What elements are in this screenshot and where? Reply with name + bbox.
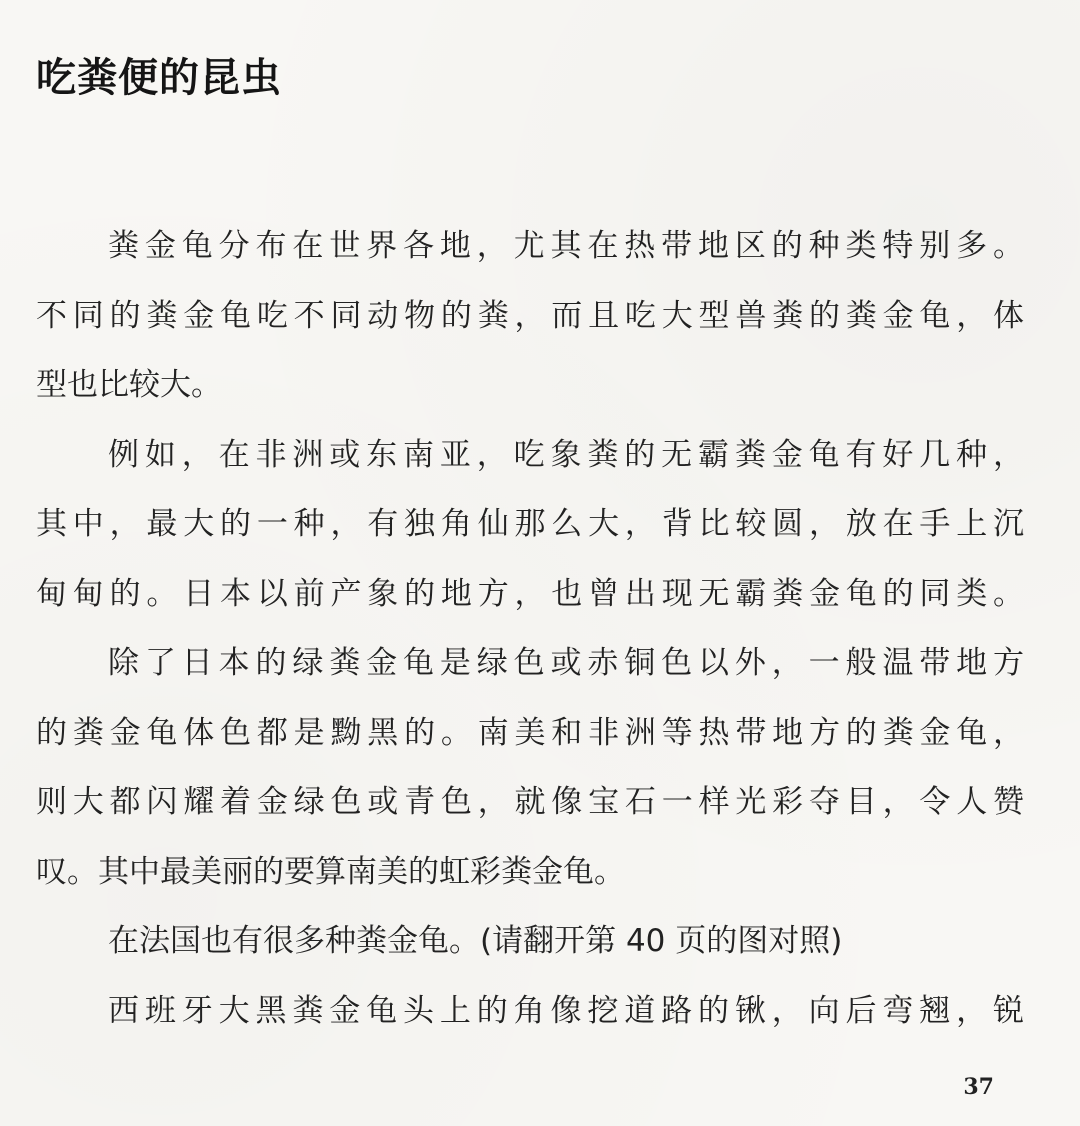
text-line: 的粪金龟体色都是黝黑的。南美和非洲等热带地方的粪金龟， [36, 714, 1024, 751]
text-line: 粪金龟分布在世界各地，尤其在热带地区的种类特别多。 [108, 228, 1024, 264]
body-text [36, 212, 1024, 1046]
text-line: 不同的粪金龟吃不同动物的粪，而且吃大型兽粪的粪金龟，体 [36, 297, 1024, 334]
text-line: 则大都闪耀着金绿色或青色，就像宝石一样光彩夺目，令人赞 [36, 784, 1024, 820]
text-line: 例如，在非洲或东南亚，吃象粪的无霸粪金龟有好几种， [108, 436, 1024, 473]
text-line: 型也比较大。 [36, 367, 222, 403]
text-line: 其中，最大的一种，有独角仙那么大，背比较圆，放在手上沉 [36, 506, 1024, 542]
chapter-title: 吃粪便的昆虫 [36, 55, 282, 101]
text-line: 除了日本的绿粪金龟是绿色或赤铜色以外，一般温带地方 [108, 645, 1024, 681]
page-number: 37 [963, 1074, 994, 1100]
text-line: 甸甸的。日本以前产象的地方，也曾出现无霸粪金龟的同类。 [36, 575, 1024, 612]
text-line: 在法国也有很多种粪金龟。(请翻开第 40 页的图对照) [108, 923, 843, 959]
text-line: 西班牙大黑粪金龟头上的角像挖道路的锹，向后弯翘，锐 [108, 992, 1024, 1029]
text-line: 叹。其中最美丽的要算南美的虹彩粪金龟。 [36, 853, 625, 890]
